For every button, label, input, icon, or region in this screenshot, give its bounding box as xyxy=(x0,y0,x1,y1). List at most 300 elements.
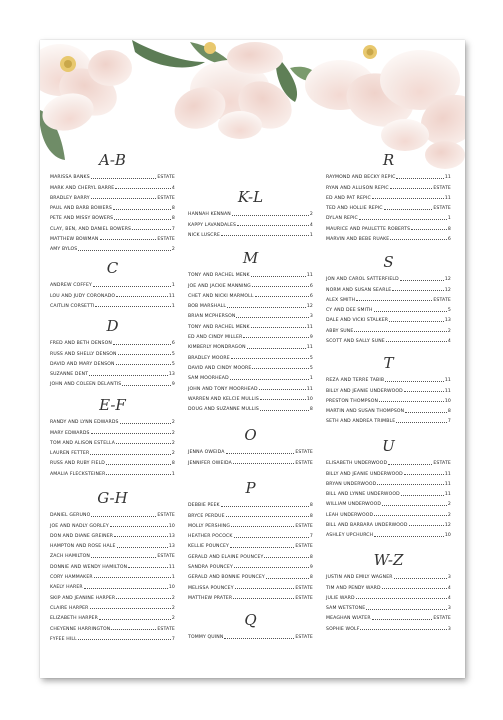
table-assignment: 1 xyxy=(171,575,175,581)
table-assignment: 11 xyxy=(306,386,313,392)
dot-leader xyxy=(384,209,433,210)
guest-row xyxy=(326,611,451,621)
guest-name: TOM AND ALISON ESTELLA xyxy=(50,440,116,446)
dot-leader xyxy=(377,484,444,485)
dot-leader xyxy=(231,526,294,527)
guest-row xyxy=(50,590,175,600)
table-assignment: 2 xyxy=(171,440,175,446)
dot-leader xyxy=(237,225,309,226)
table-assignment: ESTATE xyxy=(157,554,175,560)
table-assignment: 3 xyxy=(309,314,313,320)
table-assignment: 10 xyxy=(444,398,451,404)
table-assignment: 1 xyxy=(171,283,175,289)
table-assignment: 2 xyxy=(447,328,451,334)
dot-leader xyxy=(396,178,443,179)
table-assignment: 6 xyxy=(171,341,175,347)
dot-leader xyxy=(359,219,447,220)
guest-name: MATTHEW PRATER xyxy=(188,595,233,601)
dot-leader xyxy=(356,598,447,599)
dot-leader xyxy=(411,229,447,230)
guest-name: JOHN AND TONY MOORHEAD xyxy=(188,386,258,392)
table-assignment: 1 xyxy=(309,376,313,382)
guest-row xyxy=(326,497,451,507)
table-assignment: ESTATE xyxy=(433,297,451,303)
guest-name: HAMPTON AND ROSE HALE xyxy=(50,544,116,550)
table-assignment: 8 xyxy=(171,216,175,222)
dot-leader xyxy=(128,567,168,568)
table-assignment: 7 xyxy=(447,419,451,425)
table-assignment: 11 xyxy=(168,564,175,570)
dot-leader xyxy=(226,453,295,454)
dot-leader xyxy=(354,331,446,332)
guest-name: BRIAN MCPHERSON xyxy=(188,314,236,320)
section xyxy=(326,353,451,424)
dot-leader xyxy=(116,364,171,365)
dot-leader xyxy=(78,250,171,251)
section-heading: O xyxy=(244,426,257,444)
table-assignment: 5 xyxy=(309,355,313,361)
guest-row xyxy=(50,278,175,288)
dot-leader xyxy=(100,239,157,240)
guest-row xyxy=(188,498,313,508)
dot-leader xyxy=(91,433,171,434)
guest-row xyxy=(188,508,313,518)
guest-row xyxy=(50,539,175,549)
guest-name: HEATHER POCOCK xyxy=(188,534,233,540)
dot-leader xyxy=(251,276,306,277)
section-heading: P xyxy=(245,479,256,497)
dot-leader xyxy=(93,286,171,287)
guest-row xyxy=(188,309,313,319)
table-assignment: ESTATE xyxy=(157,626,175,632)
table-assignment: 3 xyxy=(447,606,451,612)
guest-name: JOE AND JACKIE MANNING xyxy=(188,283,251,289)
dot-leader xyxy=(114,219,171,220)
dot-leader xyxy=(392,290,444,291)
guest-row xyxy=(326,507,451,517)
guest-row xyxy=(326,373,451,383)
dot-leader xyxy=(385,381,444,382)
guest-name: TONY AND RACHEL MENK xyxy=(188,273,250,279)
guest-row xyxy=(50,436,175,446)
guest-row xyxy=(326,170,451,180)
guest-name: MAURICE AND PAULETTE ROBERTS xyxy=(326,226,411,232)
guest-name: TONY AND RACHEL MENK xyxy=(188,324,250,330)
guest-row xyxy=(50,232,175,242)
table-assignment: 7 xyxy=(309,534,313,540)
guest-row xyxy=(326,180,451,190)
guest-row xyxy=(188,549,313,559)
table-assignment: 3 xyxy=(447,626,451,632)
table-assignment: ESTATE xyxy=(295,635,313,641)
table-assignment: 6 xyxy=(309,283,313,289)
table-assignment: 2 xyxy=(171,595,175,601)
guest-row xyxy=(326,282,451,292)
table-assignment: 11 xyxy=(444,175,451,181)
guest-name: DALE AND VICKI STALKER xyxy=(326,318,389,324)
guest-row xyxy=(188,560,313,570)
dot-leader xyxy=(234,567,309,568)
table-assignment: 11 xyxy=(306,324,313,330)
guest-name: BRADLEY MOORE xyxy=(188,355,230,361)
table-assignment: 4 xyxy=(447,339,451,345)
guest-name: TOMMY QUINN xyxy=(188,635,224,641)
guest-row xyxy=(326,528,451,538)
table-assignment: ESTATE xyxy=(157,195,175,201)
dot-leader xyxy=(266,578,309,579)
dot-leader xyxy=(91,178,157,179)
guest-row xyxy=(326,404,451,414)
dot-leader xyxy=(388,464,432,465)
guest-row xyxy=(326,221,451,231)
section-heading: K-L xyxy=(237,188,264,206)
dot-leader xyxy=(382,505,447,506)
table-assignment: 8 xyxy=(447,409,451,415)
dot-leader xyxy=(224,638,294,639)
dot-leader xyxy=(90,608,171,609)
table-assignment: 11 xyxy=(444,195,451,201)
guest-name: CLAIRE HARPER xyxy=(50,605,89,611)
guest-row xyxy=(50,518,175,528)
section xyxy=(188,478,313,601)
guest-name: MOLLY PERSHING xyxy=(188,523,231,529)
table-assignment: ESTATE xyxy=(157,237,175,243)
table-assignment: 1 xyxy=(447,216,451,222)
table-assignment: 11 xyxy=(444,388,451,394)
table-assignment: 4 xyxy=(309,222,313,228)
guest-name: LOU AND JUDY CORONADO xyxy=(50,293,116,299)
guest-name: MELISSA POUNCEY xyxy=(188,585,234,591)
table-assignment: 8 xyxy=(447,226,451,232)
guest-row xyxy=(50,508,175,518)
dot-leader xyxy=(236,317,308,318)
section-heading: W-Z xyxy=(373,551,404,569)
table-assignment: 10 xyxy=(444,533,451,539)
section xyxy=(188,425,313,466)
dot-leader xyxy=(114,536,168,537)
dot-leader xyxy=(390,188,433,189)
guest-name: DONNIE AND WENDY HAMILTON xyxy=(50,564,128,570)
section xyxy=(50,395,175,477)
dot-leader xyxy=(84,588,168,589)
guest-name: MARK AND CHERYL BARRE xyxy=(50,185,115,191)
dot-leader xyxy=(113,344,171,345)
guest-row xyxy=(188,289,313,299)
table-assignment: 8 xyxy=(309,513,313,519)
table-assignment: ESTATE xyxy=(433,616,451,622)
guest-name: MATTHEW BOWMAN xyxy=(50,237,99,243)
guest-row xyxy=(326,518,451,528)
guest-name: BILL AND BARBARA UNDERWOOD xyxy=(326,523,408,529)
guest-row xyxy=(188,445,313,455)
guest-name: DAVID AND CINDY MOORE xyxy=(188,365,252,371)
dot-leader xyxy=(405,412,447,413)
table-assignment: 9 xyxy=(309,565,313,571)
dot-leader xyxy=(255,296,309,297)
table-assignment: 10 xyxy=(168,585,175,591)
guest-name: JENNA OWEIDA xyxy=(188,450,225,456)
table-assignment: ESTATE xyxy=(295,523,313,529)
guest-name: CY AND DEE SMITH xyxy=(326,308,373,314)
dot-leader xyxy=(115,188,171,189)
guest-name: SETH AND ANDREA TRIMBLE xyxy=(326,419,396,425)
section xyxy=(50,150,175,252)
guest-name: DAVID AND MARY DENSON xyxy=(50,361,115,367)
guest-row xyxy=(326,591,451,601)
guest-name: ELIZABETH HARPER xyxy=(50,616,98,622)
section xyxy=(326,550,451,632)
table-assignment: 5 xyxy=(309,365,313,371)
guest-name: ALEX SMITH xyxy=(326,297,356,303)
section-heading: E-F xyxy=(99,396,126,414)
guest-row xyxy=(326,601,451,611)
dot-leader xyxy=(221,506,309,507)
guest-row xyxy=(326,383,451,393)
guest-row xyxy=(50,549,175,559)
table-assignment: ESTATE xyxy=(295,585,313,591)
guest-row xyxy=(188,580,313,590)
dot-leader xyxy=(230,379,309,380)
guest-row xyxy=(326,414,451,424)
guest-name: GERALD AND ELAINE POUNCEY xyxy=(188,554,264,560)
section xyxy=(326,436,451,538)
guest-name: HANNAH KENNAN xyxy=(188,212,231,218)
guest-row xyxy=(326,334,451,344)
table-assignment: 6 xyxy=(447,237,451,243)
dot-leader xyxy=(94,577,171,578)
table-assignment: 4 xyxy=(171,185,175,191)
guest-name: CHET AND NICKI MARMOLL xyxy=(188,293,254,299)
guest-name: BILL AND LYNNE UNDERWOOD xyxy=(326,492,400,498)
dot-leader xyxy=(91,557,156,558)
dot-leader xyxy=(372,619,433,620)
dot-leader xyxy=(379,401,444,402)
guest-row xyxy=(188,392,313,402)
guest-row xyxy=(50,415,175,425)
guest-row xyxy=(50,601,175,611)
section-heading: T xyxy=(383,354,394,372)
table-assignment: 8 xyxy=(309,503,313,509)
section xyxy=(188,248,313,412)
table-assignment: 13 xyxy=(168,533,175,539)
guest-name: SAM MOORHEAD xyxy=(188,376,229,382)
guest-row xyxy=(50,466,175,476)
table-assignment: 2 xyxy=(309,212,313,218)
table-assignment: 5 xyxy=(171,361,175,367)
guest-name: KAELY HARER xyxy=(50,585,83,591)
table-assignment: ESTATE xyxy=(433,206,451,212)
dot-leader xyxy=(404,391,444,392)
guest-name: ABBY SUNE xyxy=(326,328,354,334)
dot-leader xyxy=(247,348,306,349)
guest-name: NICK LUSCRE xyxy=(188,232,221,238)
table-assignment: 4 xyxy=(447,595,451,601)
dot-leader xyxy=(251,327,306,328)
guest-name: JOE AND NADLY GORLEY xyxy=(50,523,109,529)
guest-row xyxy=(326,487,451,497)
guest-row xyxy=(50,180,175,190)
table-assignment: 11 xyxy=(444,492,451,498)
guest-row xyxy=(326,456,451,466)
guest-name: MARVIN AND BEBE RUAKE xyxy=(326,237,390,243)
dot-leader xyxy=(372,198,444,199)
table-assignment: 7 xyxy=(171,226,175,232)
table-assignment: 12 xyxy=(306,304,313,310)
guest-row xyxy=(326,580,451,590)
table-assignment: 11 xyxy=(444,481,451,487)
table-assignment: ESTATE xyxy=(157,175,175,181)
dot-leader xyxy=(89,375,168,376)
guest-row xyxy=(188,319,313,329)
dot-leader xyxy=(366,609,447,610)
table-assignment: 10 xyxy=(168,523,175,529)
dot-leader xyxy=(356,300,432,301)
section-heading: C xyxy=(106,259,119,277)
dot-leader xyxy=(401,495,444,496)
guest-name: SANDRA POUNCEY xyxy=(188,565,233,571)
guest-name: BILLY AND JEANIE UNDERWOOD xyxy=(326,471,403,477)
guest-row xyxy=(50,425,175,435)
section xyxy=(326,252,451,344)
guest-row xyxy=(50,632,175,642)
dot-leader xyxy=(233,463,294,464)
table-assignment: 5 xyxy=(447,308,451,314)
table-assignment: 5 xyxy=(171,351,175,357)
guest-name: GERALD AND BONNIE POUNCEY xyxy=(188,575,265,581)
guest-row xyxy=(50,242,175,252)
table-assignment: 11 xyxy=(306,273,313,279)
dot-leader xyxy=(404,474,444,475)
guest-name: KAPPY LAVANDALES xyxy=(188,222,237,228)
dot-leader xyxy=(409,525,444,526)
guest-name: PAUL AND BARB BOWERS xyxy=(50,206,112,212)
guest-row xyxy=(50,529,175,539)
dot-leader xyxy=(122,385,171,386)
guest-name: RUSS AND RUBY FIELD xyxy=(50,461,105,467)
guest-name: DOUG AND SUZANNE MULLIS xyxy=(188,407,259,413)
table-assignment: 13 xyxy=(444,318,451,324)
guest-name: SOPHIE WOLF xyxy=(326,626,360,632)
table-assignment: 12 xyxy=(444,277,451,283)
guest-name: FYFEE HILL xyxy=(50,636,77,642)
table-assignment: 10 xyxy=(306,396,313,402)
guest-name: ED AND CINDY MILLER xyxy=(188,335,243,341)
guest-row xyxy=(326,191,451,201)
guest-name: BRYCE PERDUE xyxy=(188,513,225,519)
guest-name: CORY HAMMAKER xyxy=(50,575,93,581)
guest-name: SCOTT AND SALLY SUNE xyxy=(326,339,385,345)
guest-name: CAITLIN CORSETTI xyxy=(50,303,95,309)
guest-row xyxy=(50,621,175,631)
table-assignment: 7 xyxy=(171,636,175,642)
guest-row xyxy=(50,446,175,456)
table-assignment: ESTATE xyxy=(295,595,313,601)
table-assignment: 12 xyxy=(444,523,451,529)
dot-leader xyxy=(396,422,447,423)
guest-row xyxy=(326,201,451,211)
guest-row xyxy=(50,346,175,356)
guest-name: ED AND PAT REPIC xyxy=(326,195,371,201)
dot-leader xyxy=(90,454,171,455)
guest-name: ZACH HAMILTON xyxy=(50,554,90,560)
dot-leader xyxy=(116,443,171,444)
table-assignment: 1 xyxy=(309,232,313,238)
guest-name: KIMBERLY MONDRAGON xyxy=(188,345,246,351)
dot-leader xyxy=(232,215,309,216)
guest-name: MARISSA BANKS xyxy=(50,175,90,181)
table-assignment: 11 xyxy=(168,293,175,299)
guest-name: DON AND DIANE GREINER xyxy=(50,533,114,539)
dot-leader xyxy=(111,629,156,630)
guest-name: FRED AND BETH DENSON xyxy=(50,341,112,347)
table-assignment: 8 xyxy=(309,575,313,581)
section-heading: Q xyxy=(244,611,257,629)
dot-leader xyxy=(374,515,447,516)
guest-row xyxy=(326,272,451,282)
guest-row xyxy=(50,456,175,466)
guest-row xyxy=(50,170,175,180)
dot-leader xyxy=(235,588,295,589)
table-assignment: ESTATE xyxy=(433,185,451,191)
dot-leader xyxy=(233,598,294,599)
dot-leader xyxy=(106,474,170,475)
guest-name: DYLAN REPIC xyxy=(326,216,358,222)
guest-row xyxy=(188,228,313,238)
guest-name: PRESTON THOMPSON xyxy=(326,398,379,404)
dot-leader xyxy=(231,358,309,359)
guest-row xyxy=(188,381,313,391)
guest-row xyxy=(50,559,175,569)
section xyxy=(50,316,175,387)
dot-leader xyxy=(234,537,309,538)
table-assignment: 1 xyxy=(171,471,175,477)
guest-row xyxy=(50,336,175,346)
dot-leader xyxy=(91,198,157,199)
guest-row xyxy=(188,361,313,371)
guest-row xyxy=(326,477,451,487)
guest-row xyxy=(188,299,313,309)
dot-leader xyxy=(78,639,171,640)
guest-row xyxy=(50,570,175,580)
guest-row xyxy=(50,201,175,211)
table-assignment: 11 xyxy=(306,345,313,351)
dot-leader xyxy=(118,354,171,355)
section xyxy=(50,258,175,309)
guest-name: DANIEL GERUNO xyxy=(50,513,91,519)
guest-name: SAM WETSTONE xyxy=(326,606,366,612)
guest-row xyxy=(50,191,175,201)
table-assignment: 8 xyxy=(171,461,175,467)
dot-leader xyxy=(99,619,171,620)
dot-leader xyxy=(116,296,168,297)
section-heading: U xyxy=(382,437,395,455)
guest-row xyxy=(188,570,313,580)
dot-leader xyxy=(113,209,171,210)
table-assignment: 9 xyxy=(309,335,313,341)
dot-leader xyxy=(390,239,447,240)
table-assignment: 4 xyxy=(447,585,451,591)
guest-name: BILLY AND JEANIE UNDERWOOD xyxy=(326,388,403,394)
guest-row xyxy=(326,394,451,404)
dot-leader xyxy=(252,286,309,287)
guest-name: RUSS AND SHELLY DENSON xyxy=(50,351,117,357)
guest-name: CHEYENNE HARRINGTON xyxy=(50,626,111,632)
dot-leader xyxy=(117,547,168,548)
guest-row xyxy=(188,455,313,465)
section-heading: D xyxy=(106,317,119,335)
guest-row xyxy=(188,630,313,640)
table-assignment: 11 xyxy=(444,471,451,477)
